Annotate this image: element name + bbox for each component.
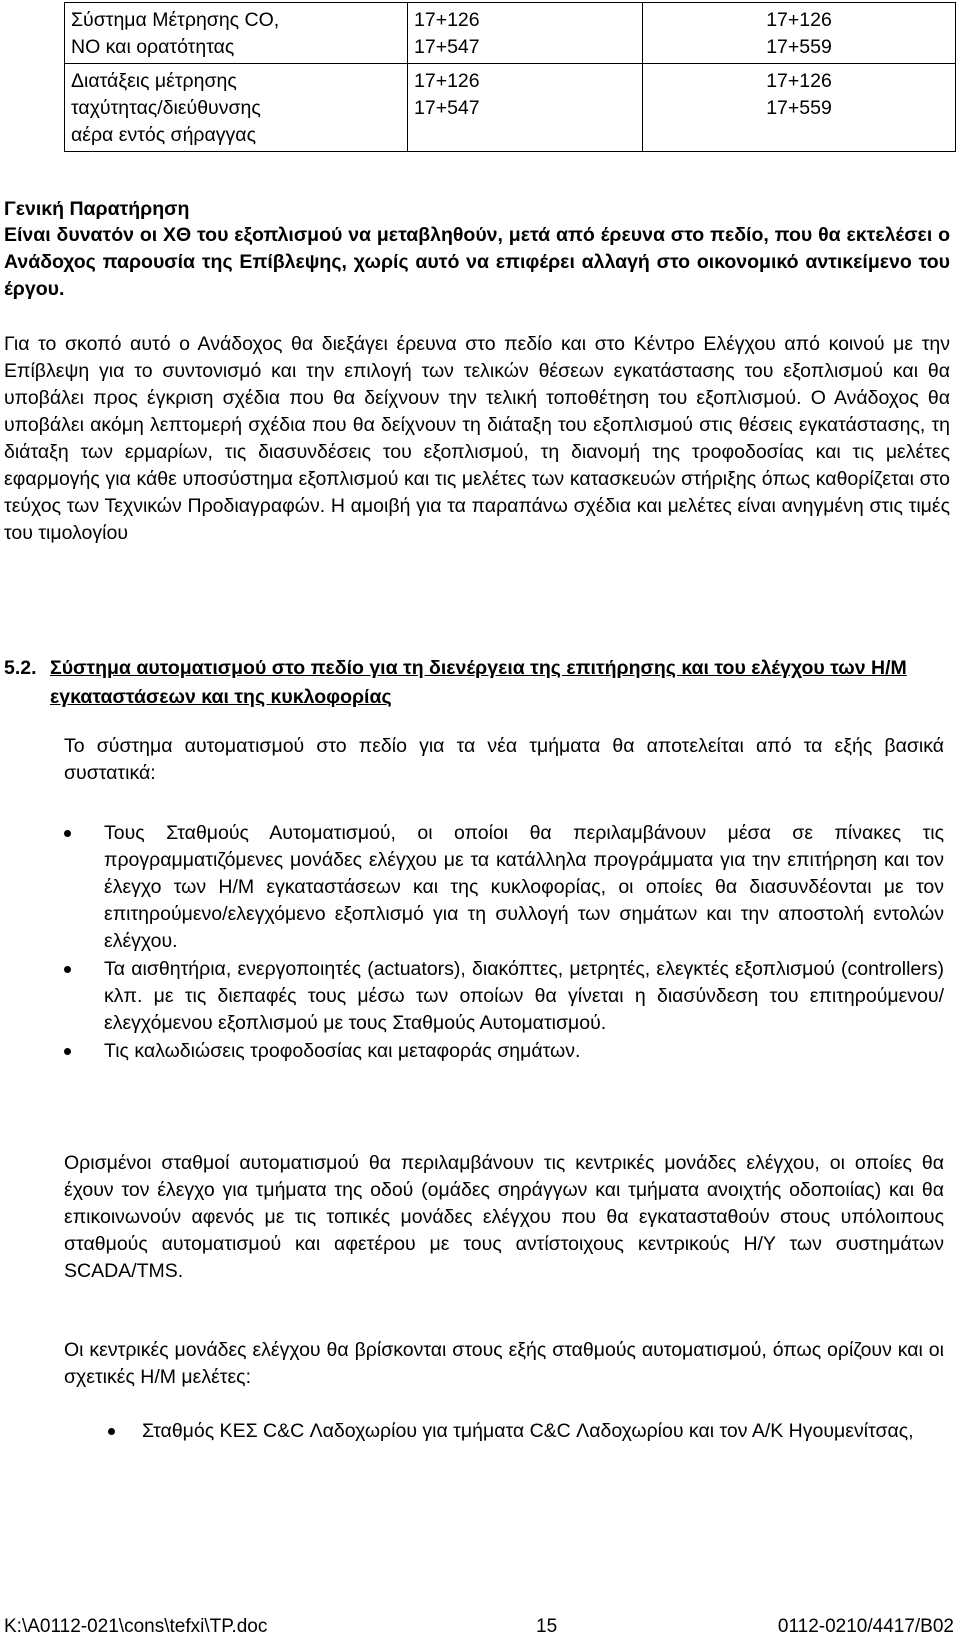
table-cell-chainage-from: [408, 3, 643, 64]
bullet-icon: [64, 830, 71, 837]
list-item-text: Τα αισθητήρια, ενεργοποιητές (actuators), διακόπτες, μετρητές, ελεγκτές εξοπλισμού (controllers) κλπ. με τις διεπαφές τους μέσω των οποίων θα γίνεται η διασύνδεση του επιτηρούμενου/ ελεγχόμενου εξοπλισμού με τους Σταθμούς Αυτοματισμού.: [104, 958, 944, 1034]
footer-file-path: K:\A0112-021\cons\tefxi\TP.doc: [4, 1616, 268, 1637]
stations-list: [142, 1418, 944, 1445]
cell-text: 17+126: [414, 9, 480, 31]
cell-text: ταχύτητας/διεύθυνσης: [71, 97, 261, 119]
general-note-body: Είναι δυνατόν οι ΧΘ του εξοπλισμού να μεταβληθούν, μετά από έρευνα στο πεδίο, που θα εκτελέσει ο Ανάδοχος παρουσία της Επίβλεψης, χωρίς αυτό να επιφέρει αλλαγή στο οικονομικό αντικείμενο του έργου.: [4, 224, 950, 300]
table-row: [65, 3, 956, 64]
paragraph-survey: Για το σκοπό αυτό ο Ανάδοχος θα διεξάγει έρευνα στο πεδίο και στο Κέντρο Ελέγχου από κοινού με την Επίβλεψη για το συντονισμό και την επιλογή των τελικών θέσεων εγκατάστασης του εξοπλισμού και θα υποβάλει προς έγκριση σχέδια που θα δείχνουν την τελική τοποθέτηση του εξοπλισμού. Ο Ανάδοχος θα υποβάλει ακόμη λεπτομερή σχέδια που θα δείχνουν τη διάταξη του εξοπλισμού στις θέσεις εγκατάστασης, τη διάταξη των ερμαρίων, τις διασυνδέσεις του εξοπλισμού, τη διανομή της τροφοδοσίας και τις μελέτες εφαρμογής για κάθε υποσύστημα εξοπλισμού και τις μελέτες των κατασκευών στήριξης όπως καθορίζεται στο τεύχος των Τεχνικών Προδιαγραφών. Η αμοιβή για τα παραπάνω σχέδια και μελέτες είναι ανηγμένη στις τιμές του τιμολογίου: [4, 333, 950, 544]
paragraph-components-intro: Το σύστημα αυτοματισμού στο πεδίο για τα νέα τμήματα θα αποτελείται από τα εξής βασικά συστατικά:: [64, 735, 944, 784]
list-item-text: Τους Σταθμούς Αυτοματισμού, οι οποίοι θα περιλαμβάνουν μέσα σε πίνακες τις προγραμματιζόμενες μονάδες ελέγχου με τα κατάλληλα προγράμματα για την επιτήρηση και τον έλεγχο των Η/Μ εγκαταστάσεων και της κυκλοφορίας, οι οποίες θα διασυνδέονται με τον επιτηρούμενο/ελεγχόμενο εξοπλισμό για τη συλλογή των σημάτων και την αποστολή εντολών ελέγχου.: [104, 822, 944, 952]
cell-text: NO και ορατότητας: [71, 36, 235, 58]
cell-text: αέρα εντός σήραγγας: [71, 124, 256, 146]
cell-text: 17+547: [414, 97, 480, 119]
list-item: [104, 956, 944, 1037]
table-row: [65, 64, 956, 152]
table-cell-label: [65, 3, 408, 64]
paragraph-central-units: Ορισμένοι σταθμοί αυτοματισμού θα περιλαμβάνουν τις κεντρικές μονάδες ελέγχου, οι οποίες θα έχουν τον έλεγχο για τμήματα της οδού (ομάδες σηράγγων και τμήματα ανοιχτής οδοποιίας) και θα επικοινωνούν αφενός με τις τοπικές μονάδες ελέγχου που θα εγκατασταθούν στους υπόλοιπους σταθμούς αυτοματισμού και αφετέρου με τους αντίστοιχους κεντρικούς Η/Υ των συστημάτων SCADA/TMS.: [64, 1152, 944, 1282]
table-cell-chainage-to: [643, 3, 956, 64]
list-item: [142, 1418, 944, 1445]
table-cell-label: [65, 64, 408, 152]
cell-text: 17+126: [766, 9, 832, 31]
table-cell-chainage-to: [643, 64, 956, 152]
section-title: Σύστημα αυτοματισμού στο πεδίο για τη διενέργεια της επιτήρησης και του ελέγχου των Η/Μ εγκαταστάσεων και της κυκλοφορίας: [50, 657, 907, 708]
page-footer: [0, 1614, 960, 1640]
footer-document-code: 0112-0210/4417/B02: [777, 1616, 954, 1637]
cell-text: Σύστημα Μέτρησης CO,: [71, 9, 280, 31]
bullet-icon: [64, 966, 71, 973]
cell-text: 17+126: [414, 70, 480, 92]
cell-text: 17+559: [766, 97, 832, 119]
table-cell-chainage-from: [408, 64, 643, 152]
list-item: [104, 820, 944, 955]
cell-text: 17+547: [414, 36, 480, 58]
paragraph-stations-intro: Οι κεντρικές μονάδες ελέγχου θα βρίσκονται στους εξής σταθμούς αυτοματισμού, όπως ορίζουν και οι σχετικές Η/Μ μελέτες:: [64, 1339, 944, 1388]
general-note-title: Γενική Παρατήρηση: [4, 198, 190, 220]
section-number: 5.2.: [4, 657, 37, 679]
footer-page-number: 15: [536, 1616, 558, 1637]
components-list: [104, 820, 944, 1065]
equipment-location-table: [64, 2, 956, 152]
list-item-text: Τις καλωδιώσεις τροφοδοσίας και μεταφοράς σημάτων.: [104, 1040, 581, 1062]
list-item: [104, 1038, 944, 1065]
cell-text: Διατάξεις μέτρησης: [71, 70, 237, 92]
cell-text: 17+559: [766, 36, 832, 58]
bullet-icon: [108, 1428, 115, 1435]
bullet-icon: [64, 1048, 71, 1055]
cell-text: 17+126: [766, 70, 832, 92]
list-item-text: Σταθμός ΚΕΣ C&C Λαδοχωρίου για τμήματα C&C Λαδοχωρίου και τον Α/Κ Ηγουμενίτσας,: [142, 1420, 914, 1442]
